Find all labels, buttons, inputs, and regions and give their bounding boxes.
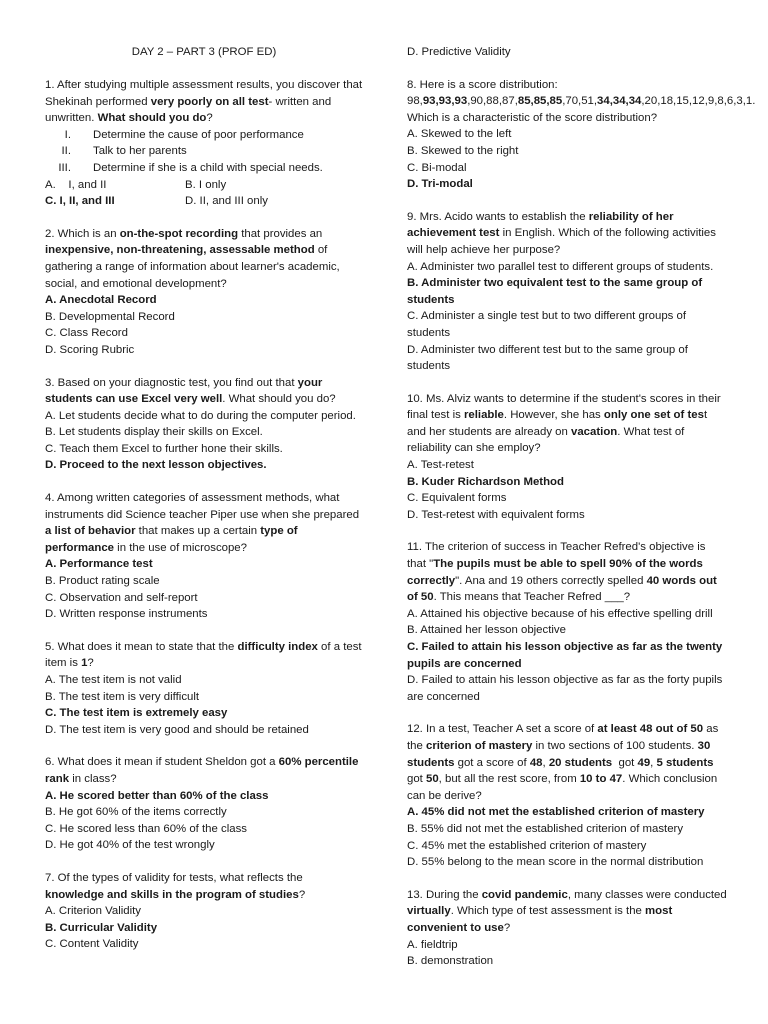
option-c: C. Administer a single test but to two different groups of students xyxy=(407,310,687,339)
option-b-answer: B. Kuder Richardson Method xyxy=(407,475,564,488)
option-a: A. Criterion Validity xyxy=(45,905,142,918)
option-c-answer: C. Failed to attain his lesson objective as far as the twenty pupils are concerned xyxy=(407,641,723,670)
option-c: C. Class Record xyxy=(45,327,128,340)
option-d: D. Predictive Validity xyxy=(407,46,511,58)
option-b: B. Skewed to the right xyxy=(407,144,519,157)
option-d: D. 55% belong to the mean score in the normal distribution xyxy=(407,856,704,869)
page-title: DAY 2 – PART 3 (PROF ED) xyxy=(131,46,277,58)
roman-item: I. Determine the cause of poor performance xyxy=(64,128,304,141)
option-a: A. Let students decide what to do during the computer period. xyxy=(45,409,356,422)
option-b: B. Let students display their skills on Excel. xyxy=(45,426,263,439)
option-a: A. Test-retest xyxy=(407,459,474,472)
option-a: A. Skewed to the left xyxy=(407,128,512,141)
option-b: B. I only xyxy=(185,178,227,191)
question-7 xyxy=(45,870,363,953)
question-stem: 10. Ms. Alviz wants to determine if the student's scores in their final test is reliable. However, she has only one set of test and her students are already on vacation. What test of reliability can she employ? xyxy=(407,392,721,455)
option-c: C. Observation and self-report xyxy=(45,591,198,604)
option-a: A. Attained his objective because of his effective spelling drill xyxy=(407,607,713,620)
question-7-continued xyxy=(407,44,727,61)
question-stem: 3. Based on your diagnostic test, you find out that your students can use Excel very well. What should you do? xyxy=(45,376,336,406)
question-stem: 6. What does it mean if student Sheldon got a 60% percentile rank in class? xyxy=(45,756,359,785)
option-c: C. Bi-modal xyxy=(407,161,467,174)
option-b: B. 55% did not met the established criterion of mastery xyxy=(407,822,684,835)
question-stem: 1. After studying multiple assessment results, you discover that Shekinah performed very poorly on all test- written and unwritten. What should you do? xyxy=(45,79,363,125)
option-d: D. II, and III only xyxy=(185,195,268,208)
question-6 xyxy=(45,754,363,854)
question-8 xyxy=(407,77,756,193)
option-pair xyxy=(45,193,363,210)
option-b: B. Product rating scale xyxy=(45,575,160,588)
question-stem: 7. Of the types of validity for tests, what reflects the knowledge and skills in the program of studies? xyxy=(45,871,306,901)
option-c: C. He scored less than 60% of the class xyxy=(45,822,247,835)
question-3 xyxy=(45,375,363,475)
option-a-answer: A. Anecdotal Record xyxy=(45,294,157,307)
question-9 xyxy=(407,209,727,375)
option-b: B. The test item is very difficult xyxy=(45,690,200,703)
question-stem: 8. Here is a score distribution: xyxy=(407,78,558,91)
option-a-answer: A. 45% did not met the established criterion of mastery xyxy=(407,806,705,819)
question-5 xyxy=(45,639,363,739)
option-d: D. Failed to attain his lesson objective as far as the forty pupils are concerned xyxy=(407,674,723,703)
option-b: B. demonstration xyxy=(407,955,494,968)
option-a: A. fieldtrip xyxy=(407,938,458,951)
option-a: A. The test item is not valid xyxy=(45,674,182,686)
question-11 xyxy=(407,539,727,705)
option-d: D. Administer two different test but to the same group of students xyxy=(407,343,688,373)
option-a: A. I, and II xyxy=(45,178,107,191)
question-stem: 5. What does it mean to state that the difficulty index of a test item is 1? xyxy=(45,640,362,670)
option-b: B. Developmental Record xyxy=(45,310,175,323)
option-d: D. The test item is very good and should be retained xyxy=(45,723,309,736)
option-d: D. Written response instruments xyxy=(45,608,208,621)
question-4 xyxy=(45,490,363,623)
score-distribution: 98,93,93,93,90,88,87,85,85,85,70,51,34,34,34,20,18,15,12,9,8,6,3,1. Which is a characteristic of the score distribution? xyxy=(407,95,756,124)
option-d: D. Test-retest with equivalent forms xyxy=(407,508,585,521)
question-2 xyxy=(45,226,363,359)
right-column xyxy=(407,44,756,986)
option-c-answer: C. I, II, and III xyxy=(45,195,115,208)
question-stem: 11. The criterion of success in Teacher Refred's objective is that "The pupils must be able to spell 90% of the words correctly". Ana and 19 others correctly spelled 40 words out of 50. This means that Teacher Refred ___? xyxy=(407,541,717,604)
option-b: B. He got 60% of the items correctly xyxy=(45,806,227,819)
option-pair xyxy=(45,177,363,194)
option-b-answer: B. Administer two equivalent test to the same group of students xyxy=(407,277,703,306)
option-c: C. Equivalent forms xyxy=(407,492,507,505)
left-column xyxy=(45,77,363,969)
option-c: C. Teach them Excel to further hone their skills. xyxy=(45,442,283,455)
option-d: D. He got 40% of the test wrongly xyxy=(45,839,215,852)
question-12 xyxy=(407,721,727,870)
question-1 xyxy=(45,77,363,210)
option-c: C. Content Validity xyxy=(45,938,139,951)
roman-item: III. Determine if she is a child with special needs. xyxy=(58,161,323,174)
option-a-answer: A. He scored better than 60% of the class xyxy=(45,789,269,802)
question-stem: 12. In a test, Teacher A set a score of at least 48 out of 50 as the criterion of mastery in two sections of 100 students. 30 students got a score of 48, 20 students got 49, 5 students got 50, but all the rest score, from 10 to 47. Which conclusion can be derive? xyxy=(407,723,719,802)
option-b: B. Attained her lesson objective xyxy=(407,624,566,637)
question-stem: 2. Which is an on-the-spot recording that provides an inexpensive, non-threatening, assessable method of gathering a range of information about learner's academic, social, and emotional development? xyxy=(45,227,340,290)
roman-item: II. Talk to her parents xyxy=(61,145,187,158)
option-c-answer: C. The test item is extremely easy xyxy=(45,707,228,720)
question-stem: 13. During the covid pandemic, many classes were conducted virtually. Which type of test assessment is the most convenient to use? xyxy=(407,888,727,934)
option-d-answer: D. Tri-modal xyxy=(407,178,473,191)
option-d: D. Scoring Rubric xyxy=(45,343,135,356)
option-a: A. Administer two parallel test to different groups of students. xyxy=(407,260,714,273)
option-b-answer: B. Curricular Validity xyxy=(45,921,158,934)
question-stem: 9. Mrs. Acido wants to establish the reliability of her achievement test in English. Which of the following activities will help achieve her purpose? xyxy=(407,210,716,256)
question-10 xyxy=(407,391,727,524)
question-stem: 4. Among written categories of assessment methods, what instruments did Science teacher Piper use when she prepared a list of behavior that makes up a certain type of performance in the use of microscope? xyxy=(45,492,360,554)
question-13 xyxy=(407,887,727,970)
option-d-answer: D. Proceed to the next lesson objectives. xyxy=(45,459,267,472)
option-c: C. 45% met the established criterion of mastery xyxy=(407,839,647,852)
option-a-answer: A. Performance test xyxy=(45,558,153,571)
